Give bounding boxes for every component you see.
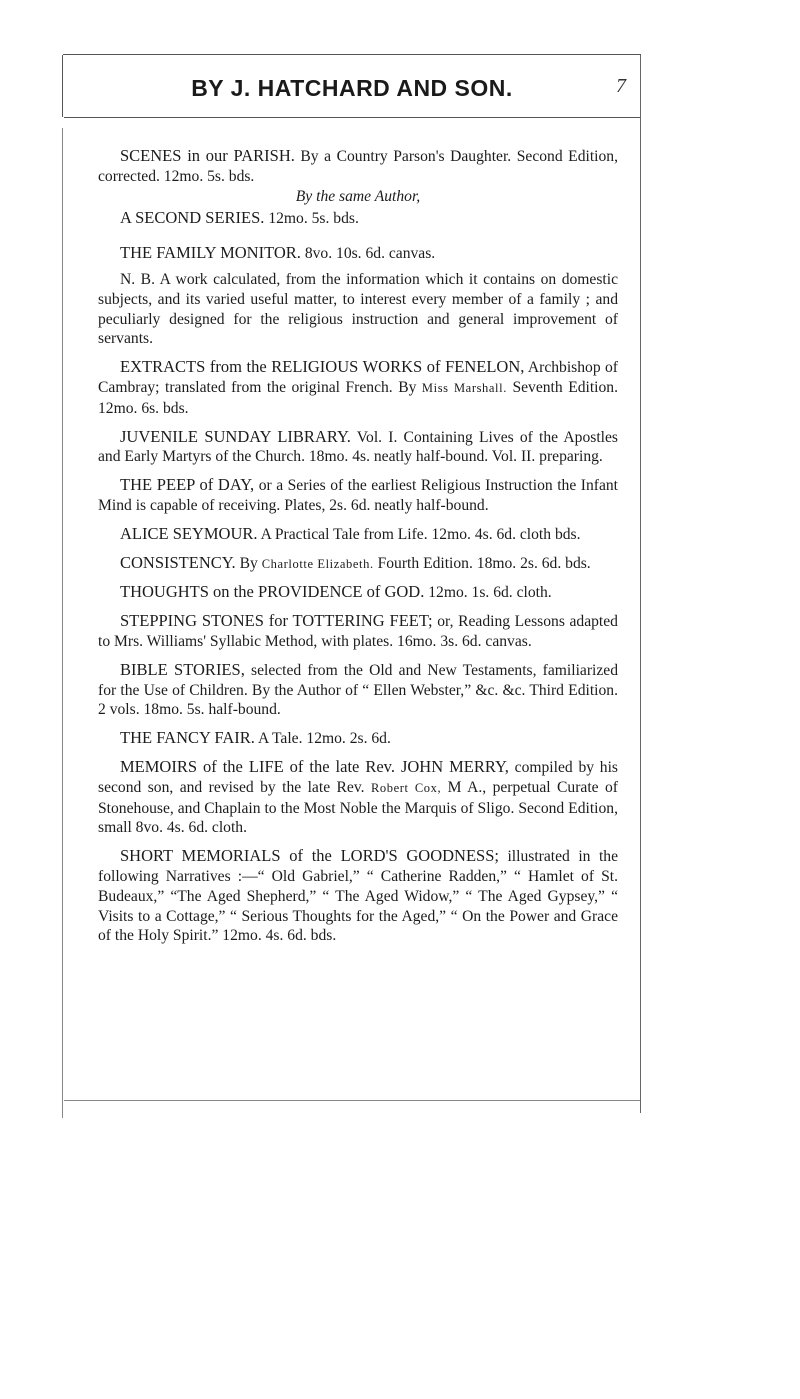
entry-title: SCENES in our PARISH. [120,146,295,165]
entry-text: Archbishop of Cambray; translated from the original French. By [98,359,618,396]
entry-text: selected from the Old and New Testaments, familiarized for the Use of Children. By the Author of “ Ellen Webster,” &c. &c. Third Edition. 2 vols. 18mo. 5s. half-bound. [98,661,618,719]
right-border-rule [640,55,641,1113]
list-item [98,582,618,603]
list-item [98,728,618,749]
list-item [98,553,618,575]
entry-text: A Practical Tale from Life. 12mo. 4s. 6d. cloth bds. [260,525,581,543]
entry-title: THOUGHTS on the PROVIDENCE of GOD. [120,582,425,602]
entry-text: illustrated in the following Narratives :—“ Old Gabriel,” “ Catherine Radden,” “ Hamlet of St. Budeaux,” “The Aged Shepherd,” “ The Aged Widow,” “ The Aged Gypsey,” “ Visits to a Cottage,” “ Serious Thoughts for the Aged,” “ On the Power and Grace of the Holy Spirit.” 12mo. 4s. 6d. bds. [98,848,618,945]
advertisement-list [98,146,618,954]
left-margin-rule [62,128,63,1118]
top-border-rule [63,54,641,55]
list-item [98,475,618,516]
list-item [98,757,618,838]
header-rule [64,117,640,118]
entry-title: A SECOND SERIES. [120,208,265,228]
entry-text: By a Country Parson's Daughter. Second Edition, corrected. 12mo. 5s. bds. [98,148,618,185]
entry-title: THE PEEP of DAY, [120,475,255,495]
entry-title: MEMOIRS of the LIFE of the late Rev. JOHN MERRY, [120,756,509,776]
entry-text-continued: Seventh Edition. 12mo. 6s. bds. [98,378,619,417]
entry-title: JUVENILE SUNDAY LIBRARY. [120,426,351,446]
list-item [98,660,618,720]
list-item [98,611,618,652]
entry-title: THE FAMILY MONITOR. [120,243,301,263]
entry-title: STEPPING STONES for TOTTERING FEET; [120,611,433,631]
entry-text: By [239,554,258,572]
entry-text: Vol. I. Containing Lives of the Apostles and Early Martyrs of the Church. 18mo. 4s. neatly half-bound. Vol. II. preparing. [98,428,619,466]
entry-text: or, Reading Lessons adapted to Mrs. Williams' Syllabic Method, with plates. 16mo. 3s. 6d. canvas. [98,613,618,650]
list-item [98,270,618,349]
entry-author: Robert Cox, [370,780,442,795]
entry-text-continued: Fourth Edition. 18mo. 2s. 6d. bds. [377,554,591,572]
entry-text: or a Series of the earliest Religious Instruction the Infant Mind is capable of receiving. Plates, 2s. 6d. neatly half-bound. [98,477,618,514]
list-item [98,427,618,468]
entry-text: 12mo. 1s. 6d. cloth. [428,584,552,602]
left-border-rule [62,55,63,117]
list-item [98,146,618,187]
entry-text: A Tale. 12mo. 2s. 6d. [257,730,391,748]
entry-title: EXTRACTS from the RELIGIOUS WORKS of FENELON, [120,357,525,377]
running-title: BY J. HATCHARD AND SON. [191,75,513,101]
entry-title: CONSISTENCY. [120,552,236,572]
entry-text: N. B. A work calculated, from the information which it contains on domestic subjects, and its varied useful matter, to interest every member of a family ; and peculiarly designed for the religious instruction and general improvement of servants. [98,270,618,348]
entry-author: Charlotte Elizabeth. [261,556,374,571]
entry-text: compiled by his second son, and revised by the late Rev. [98,758,618,796]
list-item [98,524,618,545]
entry-title: ALICE SEYMOUR. [120,523,258,543]
page-number: 7 [616,75,626,97]
entry-title: SHORT MEMORIALS of the LORD'S GOODNESS; [120,846,499,866]
list-item [98,357,618,418]
entry-author: Miss Marshall. [421,380,507,395]
entry-title: BIBLE STORIES, [120,659,245,679]
list-item [98,208,618,229]
entry-text: 12mo. 5s. bds. [268,210,359,228]
running-head [64,75,640,107]
bottom-rule [64,1100,640,1101]
list-item [98,846,618,946]
list-item [98,243,618,264]
byline: By the same Author, [295,187,421,205]
entry-title: THE FANCY FAIR. [120,728,255,748]
entry-text-continued: M A., perpetual Curate of Stonehouse, and Chaplain to the Most Noble the Marquis of Sligo. Second Edition, small 8vo. 4s. 6d. cloth. [98,778,619,837]
entry-text: 8vo. 10s. 6d. canvas. [304,245,436,263]
